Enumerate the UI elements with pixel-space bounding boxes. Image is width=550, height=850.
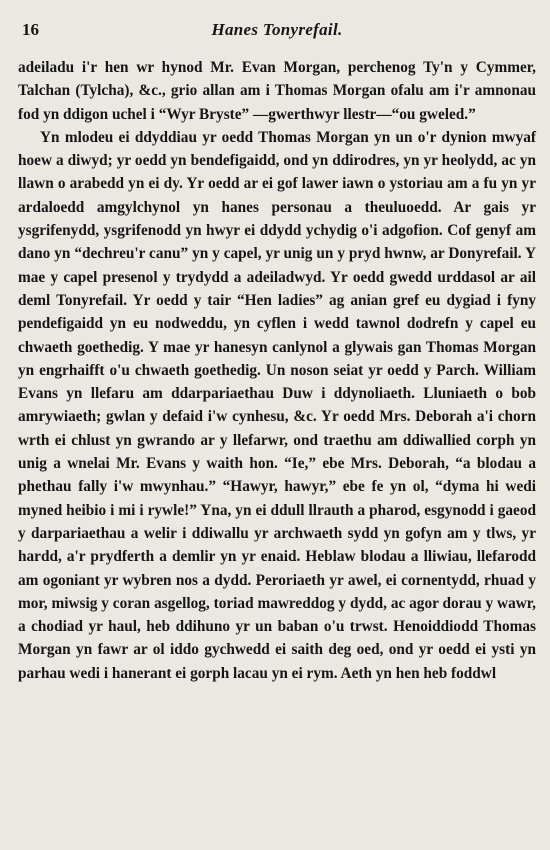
paragraph: adeiladu i'r hen wr hynod Mr. Evan Morgan, perchenog Ty'n y Cymmer, Talchan (Tylcha), &c., grio allan am i Thomas Morgan ofalu am i'r amnonau fod yn ddigon uchel i “Wyr Bryste” —gwerthwyr llestr—“ou gweled.” <box>18 59 536 123</box>
paragraph: Yn mlodeu ei ddyddiau yr oedd Thomas Morgan yn un o'r dynion mwyaf hoew a diwyd; yr oedd yn bendefigaidd, ond yn ddirodres, yn yr heolydd, ac yn llawn o arabedd yn ei dy. Yr oedd ar ei gof lawer iawn o ystoriau am a fu yn yr ardaloedd amgylchynol yn hanes personau a theuluoedd. Ar gais yr ysgrifenydd, ysgrifenodd yn hwyr ei ddydd ychydig o'i adgofion. Cof genyf am dano yn “dechreu'r canu” yn y capel, yr unig un y pryd hwnw, ar Donyrefail. Y mae y capel presenol y trydydd a adeiladwyd. Yr oedd gwedd urddasol ar ail deml Tonyrefail. Yr oedd y tair “Hen ladies” ag anian gref eu dygiad i fyny pendefigaidd yn eu nodweddu, yn cyflen i wedd tawnol dodrefn y capel eu chwaeth goethedig. Y mae yr hanesyn canlynol a glywais gan Thomas Morgan yn engrhaifft o'u chwaeth goethedig. Un noson seiat yr oedd y Parch. William Evans yn llefaru am ddarpariaethau Duw i ddynoliaeth. Lluniaeth o bob amrywiaeth; gwlan y defaid i'w cynhesu, &c. Yr oedd Mrs. Deborah a'i chorn wrth ei chlust yn gwrando ar y llefarwr, ond traethu am ddiwallied corph yn unig a wnelai Mr. Evans y waith hon. “Ie,” ebe Mrs. Deborah, “a blodau a phethau fally i'w mwynhau.” “Hawyr, hawyr,” ebe fe yn ol, “dyma hi wedi myned heibio i mi i rywle!” Yna, yn ei ddull llrauth a pharod, esgynodd i gaeod y darpariaethau a welir i ddiwallu yr archwaeth sydd yn gofyn am y tlws, yr hardd, a'r prydferth a demlir yn yr enaid. Heblaw blodau a lliwiau, llefarodd am ogoniant yr wybren nos a dydd. Peroriaeth yr awel, ei cornentydd, rhuad y mor, miwsig y coran asgellog, toriad mawreddog y dydd, ac agor dorau y wawr, a chodiad yr haul, heb ddihuno yr un baban o'u trwst. Henoiddiodd Thomas Morgan yn fawr ar ol iddo gychwedd ei saith deg oed, ond yr oedd ei ysti yn parhau wedi i hanerant ei gorph lacau yn ei rym. Aeth yn hen heb foddwl <box>18 128 536 682</box>
page-number: 16 <box>22 20 39 39</box>
body-text <box>18 56 536 685</box>
running-head <box>18 20 536 44</box>
running-title: Hanes Tonyrefail. <box>211 20 343 39</box>
